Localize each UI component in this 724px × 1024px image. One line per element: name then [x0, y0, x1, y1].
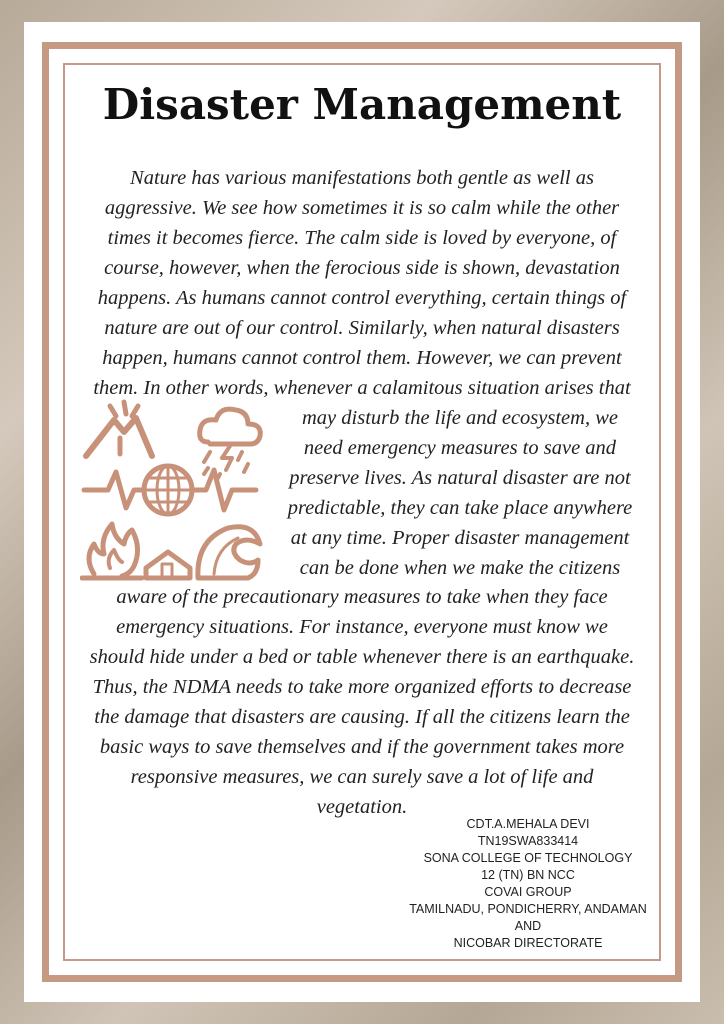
body-line: aggressive. We see how sometimes it is so calm while the other — [104, 197, 620, 219]
storm-cloud-icon — [200, 409, 261, 478]
body-line: responsive measures, we can surely save a lot of life and — [130, 766, 594, 788]
body-line: may disturb the life and ecosystem, we — [302, 407, 618, 429]
body-line: Nature has various manifestations both gentle as well as — [130, 167, 594, 189]
body-line: nature are out of our control. Similarly, when natural disasters — [104, 317, 620, 339]
house-icon — [146, 552, 190, 578]
volcano-icon — [86, 402, 152, 456]
body-line: basic ways to save themselves and if the government takes more — [99, 736, 625, 758]
body-line: happen, humans cannot control them. However, we can prevent — [102, 347, 622, 369]
body-line: the damage that disasters are causing. If all the citizens learn the — [94, 706, 630, 728]
body-line: emergency situations. For instance, everyone must know we — [116, 616, 608, 638]
body-line: happens. As humans cannot control everything, certain things of — [97, 287, 627, 309]
body-line: preserve lives. As natural disaster are not — [289, 467, 631, 489]
body-line: should hide under a bed or table whenever there is an earthquake. — [89, 646, 635, 668]
signature-line: TAMILNADU, PONDICHERRY, ANDAMAN — [409, 902, 647, 916]
body-line: need emergency measures to save and — [303, 437, 617, 459]
signature-line: 12 (TN) BN NCC — [481, 868, 575, 882]
page-title: Disaster Management — [102, 80, 622, 129]
signature-line: SONA COLLEGE OF TECHNOLOGY — [423, 851, 633, 865]
body-line: Thus, the NDMA needs to take more organized efforts to decrease — [92, 676, 632, 698]
signature-block — [390, 816, 666, 952]
body-line: at any time. Proper disaster management — [290, 527, 630, 549]
body-line: them. In other words, whenever a calamitous situation arises that — [93, 377, 631, 399]
signature-line: NICOBAR DIRECTORATE — [453, 936, 603, 950]
body-line: can be done when we make the citizens — [299, 557, 621, 579]
body-line: times it becomes fierce. The calm side is loved by everyone, of — [107, 227, 617, 249]
body-line: vegetation. — [316, 796, 408, 818]
body-line: aware of the precautionary measures to take when they face — [116, 586, 608, 608]
signature-line: CDT.A.MEHALA DEVI — [466, 817, 590, 831]
signature-line: COVAI GROUP — [484, 885, 572, 899]
earthquake-globe-icon — [84, 466, 256, 514]
fire-icon — [82, 524, 142, 578]
body-line: course, however, when the ferocious side is shown, devastation — [104, 257, 620, 279]
body-line: predictable, they can take place anywhere — [287, 497, 633, 519]
disaster-icons — [80, 398, 270, 582]
signature-line: AND — [514, 919, 542, 933]
signature-line: TN19SWA833414 — [477, 834, 579, 848]
wave-icon — [198, 527, 260, 578]
